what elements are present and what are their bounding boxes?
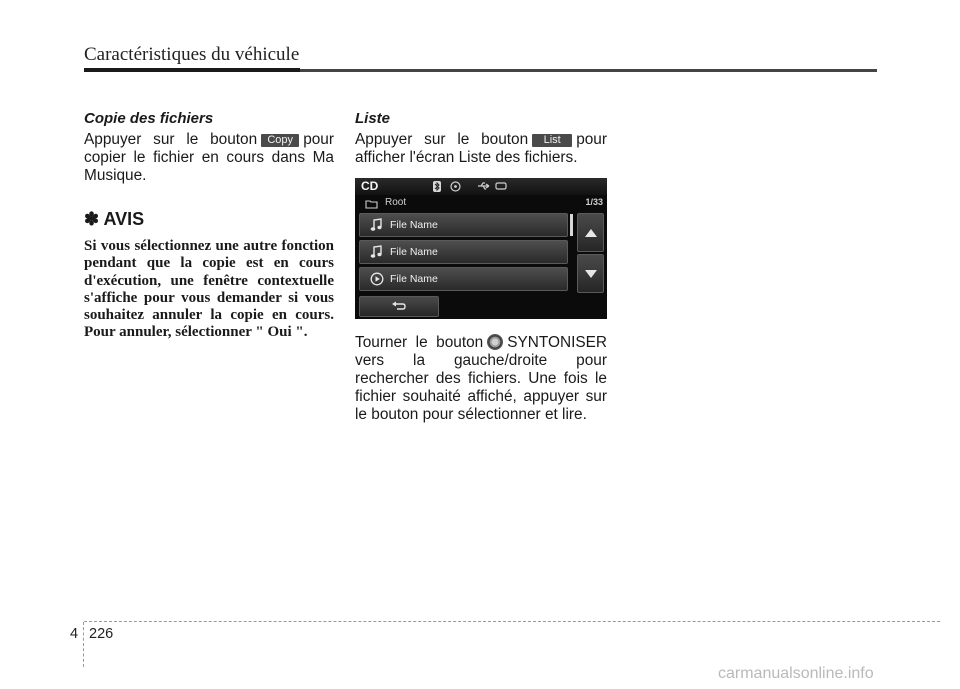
tune-knob-icon bbox=[486, 333, 504, 351]
play-circle-icon bbox=[370, 272, 384, 286]
music-note-icon bbox=[370, 218, 382, 232]
avis-text: Si vous sélectionnez une autre fonction pendant que la copie est en cours d'exécution, une fenêtre contextuelle s'affiche pour vous demander si vous souhaitez annuler la copie en cours. Pour annuler, sélectionner " Oui ". bbox=[84, 238, 334, 341]
page-number: 226 bbox=[89, 626, 114, 642]
tune-text-before: Tourner le bouton bbox=[355, 334, 484, 351]
bluetooth-icon bbox=[433, 181, 441, 192]
back-arrow-icon bbox=[391, 301, 407, 312]
list-section-title: Liste bbox=[355, 110, 391, 127]
left-column bbox=[84, 110, 334, 342]
footer-vertical-rule bbox=[83, 622, 84, 667]
scrollbar-thumb[interactable] bbox=[570, 214, 573, 236]
watermark: carmanualsonline.info bbox=[718, 665, 874, 682]
list-text-after: pour afficher l'écran Liste des fichiers. bbox=[355, 131, 607, 166]
folder-icon bbox=[365, 199, 378, 209]
folder-path-row bbox=[355, 196, 607, 212]
header-rule-accent bbox=[84, 68, 300, 72]
triangle-up-icon bbox=[585, 229, 597, 237]
list-button[interactable]: List bbox=[532, 134, 572, 147]
triangle-down-icon bbox=[585, 270, 597, 278]
right-column bbox=[355, 110, 607, 424]
ipod-icon bbox=[495, 181, 507, 191]
tune-knob-label: SYNTONISER bbox=[507, 334, 607, 351]
back-button[interactable] bbox=[359, 296, 439, 317]
copy-text-before: Appuyer sur le bouton bbox=[84, 131, 258, 148]
avis-title: AVIS bbox=[103, 209, 145, 229]
tune-text-after: vers la gauche/droite pour rechercher des fichiers. Une fois le fichier souhaité affiché, appuyer sur le bouton pour sélectionner et lire. bbox=[355, 352, 607, 423]
usb-icon bbox=[477, 181, 491, 191]
avis-heading bbox=[84, 209, 334, 230]
file-name: File Name bbox=[390, 246, 438, 258]
scroll-up-button[interactable] bbox=[577, 213, 604, 252]
tune-section-text bbox=[355, 333, 607, 424]
cd-file-list-screen bbox=[355, 178, 607, 319]
chapter-number: 4 bbox=[70, 626, 79, 642]
folder-label: Root bbox=[385, 197, 407, 208]
file-name: File Name bbox=[390, 219, 438, 231]
scroll-down-button[interactable] bbox=[577, 254, 604, 293]
disc-icon bbox=[450, 181, 461, 192]
file-list-item[interactable] bbox=[359, 213, 568, 237]
copy-text-after: pour copier le fichier en cours dans Ma Musique. bbox=[84, 131, 334, 184]
source-label: CD bbox=[361, 179, 379, 193]
avis-symbol-icon: ✽ bbox=[84, 209, 100, 229]
list-section-text bbox=[355, 131, 607, 167]
music-note-icon bbox=[370, 245, 382, 259]
file-list-item[interactable] bbox=[359, 267, 568, 291]
copy-button[interactable]: Copy bbox=[261, 134, 299, 147]
status-bar bbox=[355, 178, 607, 195]
list-text-before: Appuyer sur le bouton bbox=[355, 131, 529, 148]
track-counter: 1/33 bbox=[585, 197, 603, 207]
file-name: File Name bbox=[390, 273, 438, 285]
page-header-title: Caractéristiques du véhicule bbox=[84, 44, 300, 65]
footer-rule bbox=[84, 621, 940, 622]
file-list-item[interactable] bbox=[359, 240, 568, 264]
copy-section-text bbox=[84, 131, 334, 185]
copy-section-title: Copie des fichiers bbox=[84, 110, 214, 127]
